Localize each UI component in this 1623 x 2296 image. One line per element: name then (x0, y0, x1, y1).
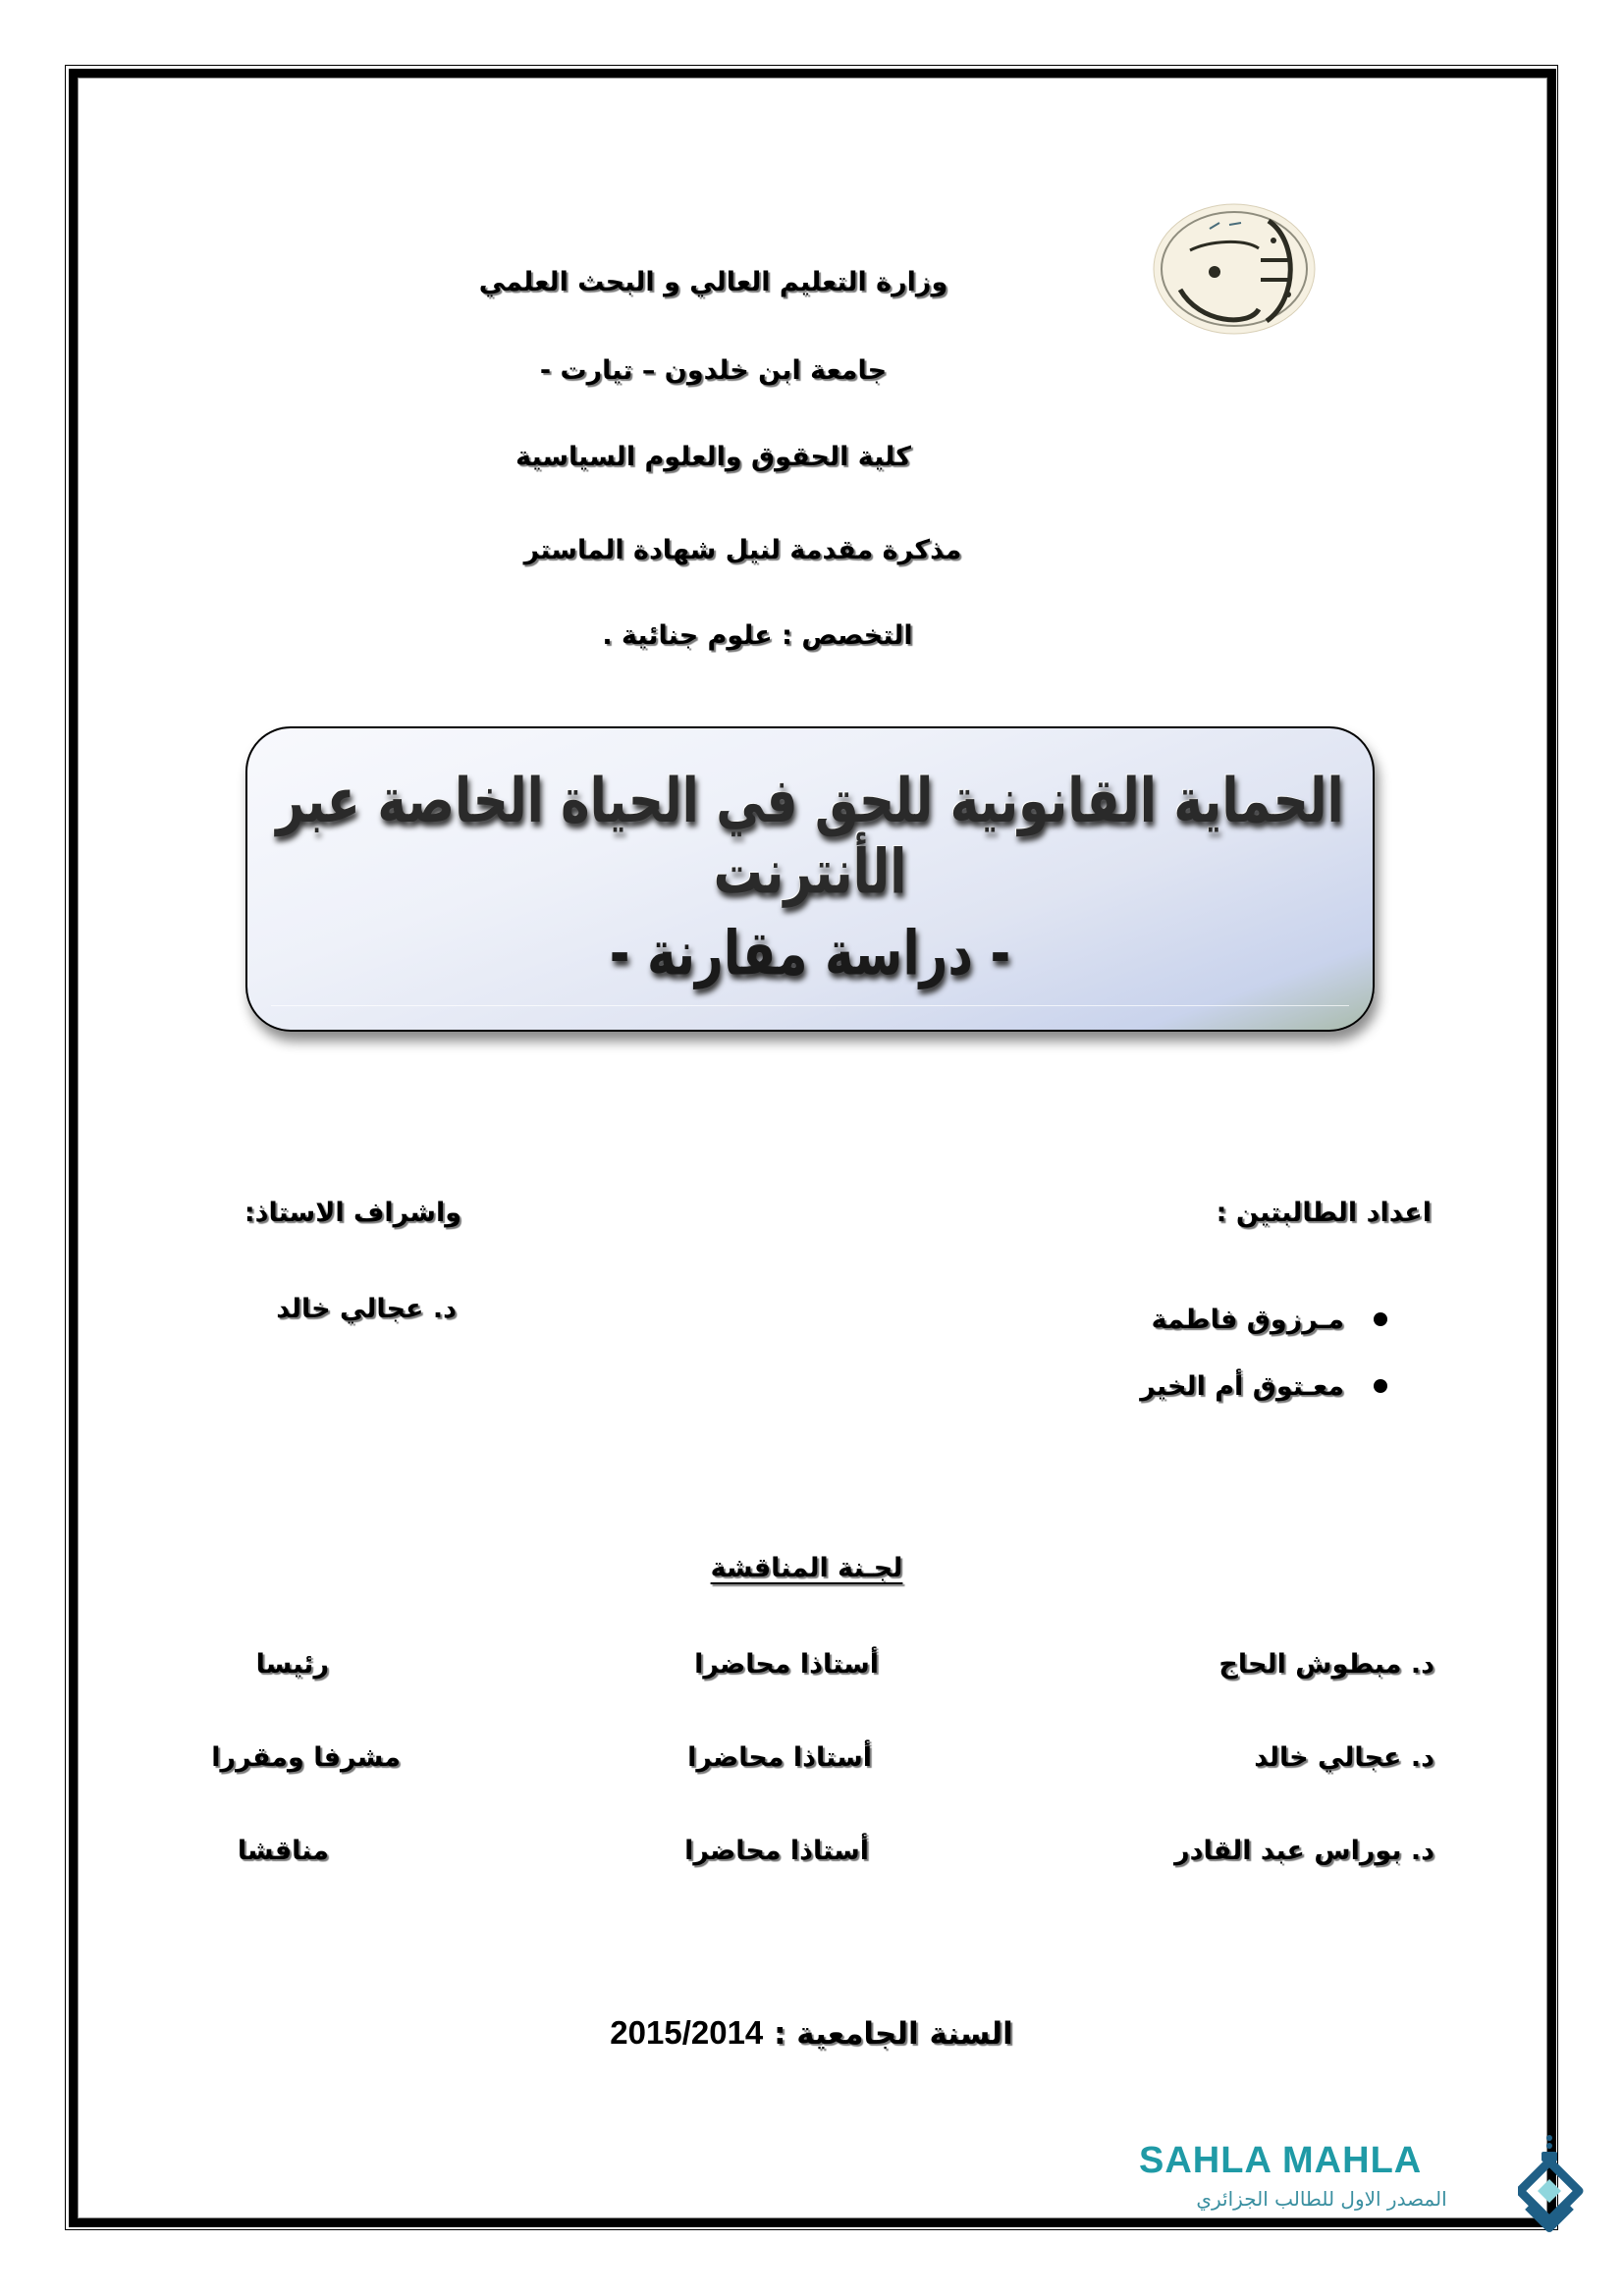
committee-row (0, 1836, 1623, 1885)
sahla-mahla-logo-icon (1518, 2132, 1587, 2240)
ministry-name: وزارة التعليم العالي و البحث العلمي (478, 267, 948, 297)
bullet-icon (1374, 1312, 1387, 1326)
committee-row (0, 1742, 1623, 1791)
member-rank: أستاذا محاضرا (694, 1649, 879, 1680)
page-border (69, 69, 1556, 2227)
thesis-title: الحماية القانونية للحق في الحياة الخاصة عبر الأنترنت (276, 765, 1344, 908)
title-box-divider (271, 1005, 1349, 1006)
watermark-subtitle: المصدر الاول للطالب الجزائري (1196, 2187, 1447, 2211)
bullet-icon (1374, 1379, 1387, 1393)
student-name: مـرزوق فاطمة (1151, 1304, 1344, 1335)
member-name: د. عجالي خالد (1254, 1742, 1434, 1773)
committee-row (0, 1649, 1623, 1698)
university-name: جامعة ابن خلدون – تيارت - (539, 355, 888, 386)
academic-year (0, 2014, 1623, 2052)
list-item (1140, 1353, 1387, 1419)
member-role: مناقشا (237, 1836, 329, 1866)
member-role: رئيسا (255, 1649, 329, 1680)
faculty-name: كلية الحقوق والعلوم السياسية (515, 442, 911, 472)
member-role: مشرفا ومقررا (211, 1742, 401, 1773)
academic-year-value: 2015/2014 (610, 2014, 764, 2051)
supervisor-name: د. عجالي خالد (276, 1294, 457, 1324)
student-name: معـتوق أم الخير (1140, 1370, 1344, 1402)
students-list (1140, 1286, 1387, 1419)
list-item (1140, 1286, 1387, 1353)
watermark-title: SAHLA MAHLA (1139, 2140, 1423, 2181)
member-name: د. مبطوش الحاج (1218, 1649, 1434, 1680)
academic-year-label: السنة الجامعية : (774, 2016, 1013, 2052)
sahla-mahla-watermark (1139, 2132, 1571, 2240)
students-label: اعداد الطالبتين : (1216, 1198, 1432, 1228)
specialization: التخصص : علوم جنائية . (602, 620, 913, 651)
member-name: د. بوراس عبد القادر (1174, 1836, 1434, 1866)
thesis-subtitle: - دراسة مقارنة - (609, 917, 1011, 989)
supervisor-label: واشراف الاستاذ: (243, 1198, 461, 1228)
thesis-type: مذكرة مقدمة لنيل شهادة الماستر (523, 535, 962, 565)
member-rank: أستاذا محاضرا (687, 1742, 872, 1773)
committee-heading: لجـنة المناقشة (710, 1553, 903, 1583)
thesis-title-box (245, 726, 1375, 1032)
member-rank: أستاذا محاضرا (684, 1836, 869, 1866)
